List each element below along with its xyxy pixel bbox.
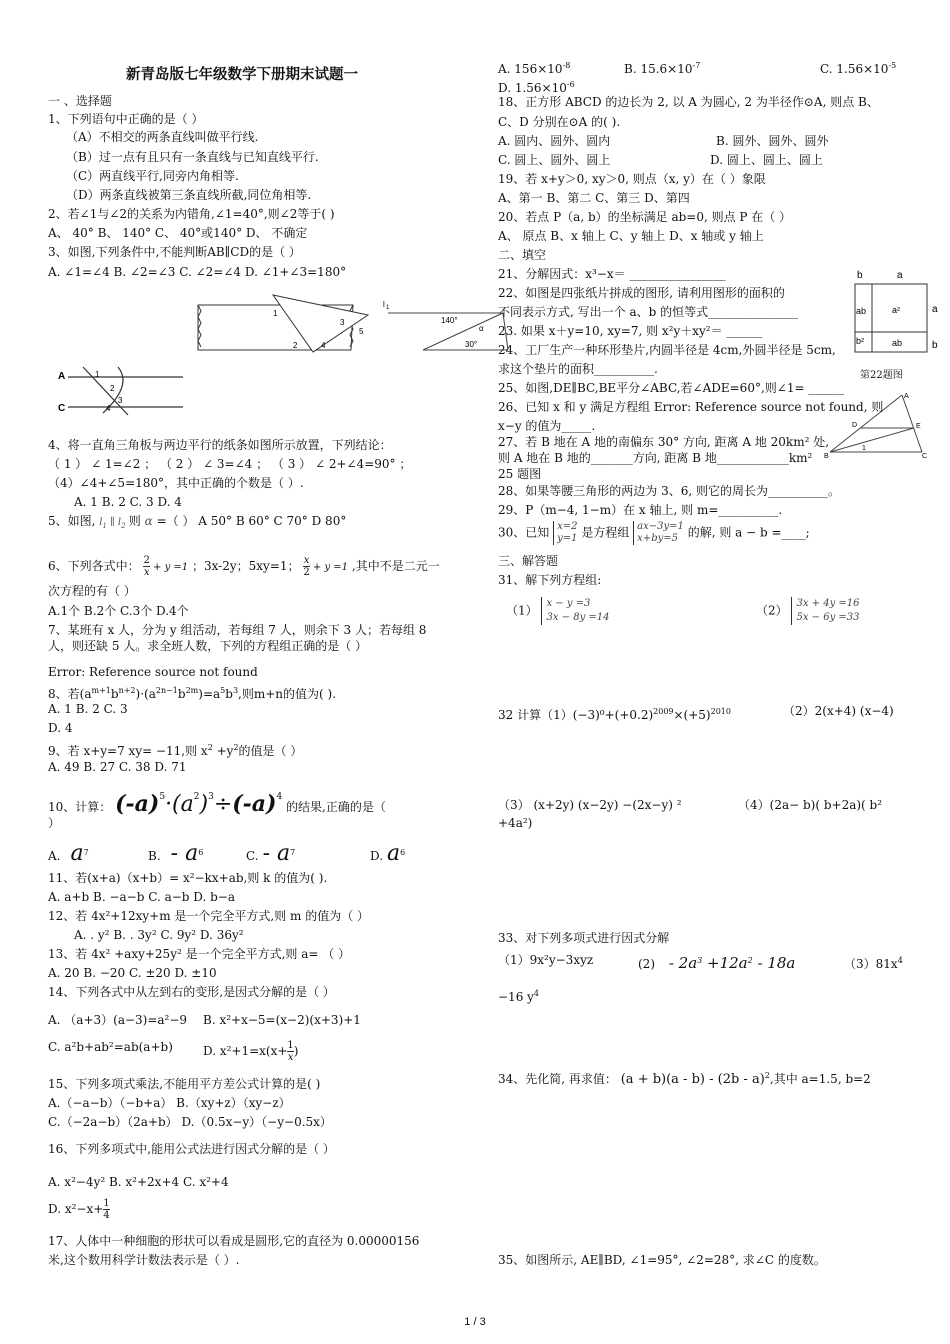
- q30-text: 30、已知: [498, 525, 550, 540]
- section-fill: 二、填空: [498, 248, 547, 262]
- q10-a-label: A.: [48, 849, 61, 863]
- svg-text:140°: 140°: [441, 316, 458, 325]
- q30-text-b: 是方程组: [581, 525, 630, 540]
- q1-d: （D）两条直线被第三条直线所截,同位角相等.: [66, 188, 312, 202]
- q20: 20、若点 P（a, b）的坐标满足 ab=0, 则点 P 在（ ）: [498, 210, 792, 224]
- q34: 34、先化简, 再求值： (a + b)(a - b) - (2b - a)$^2$,其中 a=1.5, b=2: [498, 1071, 871, 1087]
- svg-text:C: C: [58, 403, 66, 414]
- q17-d-exp: -6: [566, 80, 575, 89]
- q33-part2-label: (2): [638, 957, 655, 971]
- q2-options: A、 40° B、 140° C、 40°或140° D、 不确定: [48, 226, 308, 240]
- q18-option-c: C. 圆上、圆外、圆上: [498, 153, 611, 167]
- q32-a: 32 计算（1）(−3)⁰+(+0.2): [498, 708, 654, 722]
- q10: 10、计算： $(-a)^5\cdot(a^2)^3\div(-a)^4$ 的结果,正确的是（: [48, 791, 386, 817]
- q31: 31、解下列方程组:: [498, 573, 602, 587]
- svg-text:b: b: [857, 270, 863, 281]
- q10-close: ）: [48, 816, 61, 830]
- q16-d-text: D. x²−x+: [48, 1202, 104, 1216]
- q5: 5、如图, $l_1$ ∥ $l_2$ 则 α =（ ） A 50° B 60° C 70° D 80°: [48, 514, 347, 530]
- svg-text:2: 2: [293, 341, 298, 350]
- q1-c: （C）两直线平行,同旁内角相等.: [66, 169, 239, 183]
- q21: 21、分解因式：x³−x＝ ________________: [498, 267, 726, 281]
- q7-line2: 人，则还缺 5 人。求全班人数，下列的方程组正确的是（ ）: [48, 639, 368, 653]
- q31-part1: （1） x − y =3 3x − 8y =14: [506, 598, 610, 623]
- q20-options: A、 原点 B、x 轴上 C、y 轴上 D、x 轴或 y 轴上: [498, 229, 764, 243]
- q6-options: A.1个 B.2个 C.3个 D.4个: [48, 604, 189, 618]
- q29: 29、P（m−4, 1−m）在 x 轴上, 则 m=__________.: [498, 503, 783, 517]
- q9-b: +y: [212, 744, 234, 758]
- q14: 14、下列各式中从左到右的变形,是因式分解的是（ ）: [48, 985, 335, 999]
- q32-exp2: 2010: [710, 707, 731, 716]
- q15-options-cd: C.（−2a−b）（2a+b） D.（0.5x−y）（−y−0.5x）: [48, 1115, 332, 1129]
- page-title: 新青岛版七年级数学下册期末试题一: [126, 67, 358, 83]
- q17-option-d: [498, 77, 575, 96]
- q22-square-figure: [852, 266, 942, 358]
- q17-a-text: A. 156×10: [498, 62, 563, 76]
- q16-options: A. x²−4y² B. x²+2x+4 C. x²+4: [48, 1175, 229, 1189]
- q4-line3: （4）∠4+∠5=180°，其中正确的个数是（ ）.: [48, 476, 304, 490]
- q32-exp1: 2009: [653, 707, 674, 716]
- q7: 7、某班有 x 人，分为 y 组活动，若每组 7 人，则余下 3 人；若每组 8: [48, 623, 427, 637]
- q8-option-d: D. 4: [48, 721, 73, 735]
- q33-part2: $(2) - 2a^3 +12a^2 - 18a$: [638, 954, 796, 972]
- q4: 4、将一直角三角板与两边平行的纸条如图所示放置，下列结论：: [48, 438, 392, 452]
- q9-c: 的值是（ ）: [238, 744, 303, 758]
- q8-g: ,则m+n的值为( ).: [238, 687, 337, 701]
- q27: 27、若 B 地在 A 地的南偏东 30° 方向, 距离 A 地 20km² 处,: [498, 435, 830, 449]
- q31-part2: （2） 3x + 4y =16 5x − 6y =33: [756, 598, 860, 623]
- svg-text:a: a: [897, 270, 903, 281]
- svg-text:a: a: [932, 304, 938, 315]
- svg-text:4: 4: [321, 341, 326, 350]
- q8-c: )·(a: [135, 687, 156, 701]
- svg-text:30°: 30°: [465, 340, 478, 349]
- q18-option-d: D. 圆上、圆上、圆上: [710, 153, 823, 167]
- q10-text-b: 的结果,正确的是（: [286, 800, 386, 814]
- q1-a: （A）不相交的两条直线叫做平行线.: [66, 130, 259, 144]
- q17-c-exp: -5: [888, 61, 897, 70]
- q14-option-d: D. x²+1=x(x+ $\frac{1}{x}$ ): [203, 1040, 299, 1063]
- q22-line2: 不同表示方式, 写出一个 a、b 的恒等式_______________: [498, 305, 799, 319]
- q11-options: A. a+b B. −a−b C. a−b D. b−a: [48, 890, 236, 904]
- fig22-caption: 第22题图: [860, 370, 903, 381]
- svg-text:1: 1: [386, 305, 390, 311]
- q6-line2: 次方程的有（ ）: [48, 584, 136, 598]
- q9-a: 9、若 x+y=7 xy= −11,则 x: [48, 744, 208, 758]
- q31-part1-label: （1）: [506, 603, 538, 618]
- q17-option-a: [498, 58, 570, 77]
- q33-part3-cont-text: −16 y: [498, 990, 534, 1004]
- q22: 22、如图是四张纸片拼成的图形, 请利用图形的面积的: [498, 286, 785, 300]
- q26: 26、已知 x 和 y 满足方程组 Error: Reference source not found, 则: [498, 400, 884, 414]
- q9-options: A. 49 B. 27 C. 38 D. 71: [48, 760, 187, 774]
- q33-part3-text: （3）81x: [844, 957, 898, 971]
- svg-text:1: 1: [862, 445, 866, 452]
- q14-option-b: B. x²+x−5=(x−2)(x+3)+1: [203, 1013, 361, 1027]
- svg-text:A: A: [904, 393, 909, 400]
- q15: 15、下列多项式乘法,不能用平方差公式计算的是( ): [48, 1077, 321, 1091]
- q17: 17、人体中一种细胞的形状可以看成是圆形,它的直径为 0.00000156: [48, 1234, 420, 1248]
- q7-error: Error: Reference source not found: [48, 665, 258, 679]
- q14-d-text: D. x²+1=x(x+: [203, 1044, 288, 1058]
- q24-line2: 求这个垫片的面积__________.: [498, 362, 658, 376]
- q25: 25、如图,DE∥BC,BE平分∠ABC,若∠ADE=60°,则∠1= ______: [498, 381, 845, 395]
- q8: 8、若$(a^{m+1}b^{n+2})\cdot(a^{2n-1}b^{2m})=a^5b^3$,则m+n的值为( ).: [48, 686, 337, 701]
- q30-text-c: 的解, 则 a − b =____;: [687, 525, 810, 540]
- svg-text:ab: ab: [892, 338, 903, 348]
- q6-text: 6、下列各式中：: [48, 559, 140, 573]
- q18-line2: C、D 分别在⊙A 的( ).: [498, 115, 621, 129]
- q5-text-b: 则: [128, 514, 141, 528]
- q10-b-label: B.: [148, 849, 161, 863]
- q14-option-a: A. （a+3）(a−3)=a²−9: [48, 1013, 188, 1027]
- q17-c-text: C. 1.56×10: [820, 62, 889, 76]
- q32-part4-cont: +4a²): [498, 816, 533, 830]
- q9: 9、若 x+y=7 xy= −11,则 $x^2 +y^2$的值是（ ）: [48, 743, 303, 758]
- q13: 13、若 4x² +axy+25y² 是一个完全平方式,则 a= （ ）: [48, 947, 351, 961]
- q3: 3、如图,下列条件中,不能判断AB∥CD的是（ ）: [48, 245, 301, 259]
- q6-text-b: ；3x-2y；5xy=1；: [191, 559, 300, 573]
- q8-d: b: [177, 687, 186, 701]
- q4-line2: （ 1 ） ∠ 1=∠2 ； （ 2 ） ∠ 3=∠4 ； （ 3 ） ∠ 2+∠4=90° ；: [48, 457, 412, 471]
- q27-line2: 则 A 地在 B 地的_______方向, 距离 B 地____________km²: [498, 451, 813, 465]
- q8-b: b: [110, 687, 119, 701]
- page-footer: 1 / 3: [464, 1316, 486, 1328]
- q13-options: A. 20 B. −20 C. ±20 D. ±10: [48, 966, 217, 980]
- q17-b-exp: -7: [692, 61, 701, 70]
- q17-d-text: D. 1.56×10: [498, 81, 567, 95]
- q5-angle-figure: [383, 295, 513, 355]
- svg-text:ab: ab: [856, 306, 867, 316]
- q33-part1: （1）9x²y−3xyz: [498, 953, 594, 967]
- q31-part2-label: （2）: [756, 603, 788, 618]
- q19: 19、若 x+y＞0, xy＞0, 则点（x, y）在（ ）象限: [498, 172, 766, 186]
- q10-d-label: D.: [370, 849, 384, 863]
- q11: 11、若(x+a)（x+b）= x²−kx+ab,则 k 的值为( ).: [48, 871, 328, 885]
- q28: 28、如果等腰三角形的两边为 3、6, 则它的周长为__________。: [498, 484, 840, 498]
- q6: 6、下列各式中： $\frac{2}{x}$ + y =1 ；3x-2y；5xy=1； $\frac{x}{2}$ + y =1 ,其中不是二元一: [48, 555, 440, 578]
- q18: 18、正方形 ABCD 的边长为 2, 以 A 为圆心, 2 为半径作⊙A, 则点 B、: [498, 95, 879, 109]
- q18-option-a: A. 圆内、圆外、圆内: [498, 134, 611, 148]
- q8-e: )=a: [198, 687, 221, 701]
- q8-f: b: [225, 687, 233, 701]
- svg-text:3: 3: [340, 318, 345, 327]
- q34-text: 34、先化简, 再求值：: [498, 1072, 617, 1086]
- q18-option-b: B. 圆外、圆外、圆外: [716, 134, 829, 148]
- q8-options: A. 1 B. 2 C. 3: [48, 702, 128, 716]
- svg-text:5: 5: [359, 327, 364, 336]
- svg-text:C: C: [922, 453, 928, 460]
- q17-b-text: B. 15.6×10: [624, 62, 693, 76]
- svg-text:1: 1: [273, 309, 278, 318]
- section-choice: 一 、选择题: [48, 94, 112, 108]
- q16-option-d: D. x²−x+ $\frac{1}{4}$: [48, 1198, 110, 1221]
- q5-text: 5、如图,: [48, 514, 96, 528]
- section-solve: 三、解答题: [498, 554, 559, 568]
- q2: 2、若∠1与∠2的关系为内错角,∠1=40°,则∠2等于( ): [48, 207, 335, 221]
- q10-text: 10、计算：: [48, 800, 112, 814]
- svg-text:3: 3: [118, 396, 123, 405]
- q32-mid: ×(+5): [673, 708, 711, 722]
- q5-options: =（ ） A 50° B 60° C 70° D 80°: [156, 514, 347, 528]
- q10-c-label: C.: [246, 849, 259, 863]
- svg-text:α: α: [479, 324, 484, 333]
- q17-option-b: [624, 58, 700, 77]
- svg-text:A: A: [58, 371, 66, 382]
- q3-parallel-figure: [58, 365, 188, 415]
- q33: 33、对下列多项式进行因式分解: [498, 931, 670, 945]
- svg-text:4: 4: [106, 404, 111, 413]
- q19-options: A、第一 B、第二 C、第三 D、第四: [498, 191, 690, 205]
- exam-page: 新青岛版七年级数学下册期末试题一 一 、选择题 1、下列语句中正确的是（ ） （A）不相交的两条直线叫做平行线. （B）过一点有且只有一条直线与已知直线平行. （C）两直线平行,同旁内角相等. （D）两条直线被第三条直线所截,同位角相等. 2、若∠1与∠2的关系为内错角,∠1=40°,则∠2等于( ) A、 40° B、 140° C、 40°或140° D、 不确定 3、如图,下列条件中,不能判断AB∥CD的是（ ） A. ∠1=∠4 B. ∠2=∠3 C. ∠2=∠4 D. ∠1+∠3=180° 1 3 5 2 4 l 1 140° α 30° A C 1 2 3 4 4、将一直角三角板与两边平行的纸条如图所示放置，下列结论： （ 1 ） ∠ 1=∠2 ； （ 2 ） ∠ 3=∠4 ； （ 3 ） ∠ 2+∠4=90° ； （4）∠4+∠5=180°，其中正确的个数是（ ）. A. 1 B. 2 C. 3 D. 4 5、如图, $l_1$ ∥ $l_2$ 则 α =（ ） A 50° B 60° C 70° D 80° 6、下列各式中： $\frac{2}{x}$ + y =1 ；3x-2y；5xy=1； $\frac{x}{2}$ + y =1 ,其中不是二元一 次方程的有（ ） A.1个 B.2个 C.3个 D.4个 7、某班有 x 人，分为 y 组活动，若每组 7 人，则余下 3 人；若每组 8 人，则还缺 5 人。求全班人数，下列的方程组正确的是（ ） Error: Reference source not found 8、若$(a^{m+1}b^{n+2})\cdot(a^{2n-1}b^{2m})=a^5b^3$,则m+n的值为( ). A. 1 B. 2 C. 3 D. 4 9、若 x+y=7 xy= −11,则 $x^2 +y^2$的值是（ ） A. 49 B. 27 C. 38 D. 71 10、计算： $(-a)^5\cdot(a^2)^3\div(-a)^4$ 的结果,正确的是（ ） A. $a^7$ B. - $a^6$ C. - $a^7$ D. $a^6$ 11、若(x+a)（x+b）= x²−kx+ab,则 k 的值为( ). A. a+b B. −a−b C. a−b D. b−a 12、若 4x²+12xy+m 是一个完全平方式,则 m 的值为（ ） A. . y² B. . 3y² C. 9y² D. 36y² 13、若 4x² +axy+25y² 是一个完全平方式,则 a= （ ） A. 20 B. −20 C. ±20 D. ±10 14、下列各式中从左到右的变形,是因式分解的是（ ） A. （a+3）(a−3)=a²−9 B. x²+x−5=(x−2)(x+3)+1 C. a²b+ab²=ab(a+b) D. x²+1=x(x+ $\frac{1}{x}$ ) 15、下列多项式乘法,不能用平方差公式计算的是( ) A.（−a−b）（−b+a） B.（xy+z）（xy−z） C.（−2a−b）（2a+b） D.（0.5x−y）（−y−0.5x） 16、下列多项式中,能用公式法进行因式分解的是（ ） A. x²−4y² B. x²+2x+4 C. x²+4 D. x²−x+ $\frac{1}{4}$ 17、人体中一种细胞的形状可以看成是圆形,它的直径为 0.00000156 米,这个数用科学计数法表示是（ ）. A. $156\times 10^{-8}$ B. $15.6\times 10^{-7}$ C. $1.56\times 10^{-5}$ D. $1.56\times 10^{-6}$ 18、正方形 ABCD 的边长为 2, 以 A 为圆心, 2 为半径作⊙A, 则点 B、 C、D 分别在⊙A 的( ). A. 圆内、圆外、圆内 B. 圆外、圆外、圆外 C. 圆上、圆外、圆上 D. 圆上、圆上、圆上 19、若 x+y＞0, xy＞0, 则点（x, y）在（ ）象限 A、第一 B、第二 C、第三 D、第四 20、若点 P（a, b）的坐标满足 ab=0, 则点 P 在（ ） A、 原点 B、x 轴上 C、y 轴上 D、x 轴或 y 轴上 二、填空 21、分解因式：x³−x＝ ________________ 22、如图是四张纸片拼成的图形, 请利用图形的面积的 不同表示方式, 写出一个 a、b 的恒等式_______________ 23. 如果 x＋y=10, xy=7, 则 x²y＋xy²＝ ______ 24、工厂生产一种环形垫片,内圆半径是 4cm,外圆半径是 5cm, 求这个垫片的面积__________. b a ab a² b² ab a b 第22题图 A D E B C 1 25、如图,DE∥BC,BE平分∠ABC,若∠ADE=60°,则∠1= ______ 26、已知 x 和 y 满足方程组 Error: Reference source not found, 则 x−y 的值为_____. 27、若 B 地在 A 地的南偏东 30° 方向, 距离 A 地 20km² 处, 则 A 地在 B 地的_______方向, 距离 B 地____________km² 25 题图 28、如果等腰三角形的两边为 3、6, 则它的周长为__________。 29、P（m−4, 1−m）在 x 轴上, 则 m=__________. 30、已知 x=2 y=1 是方程组 ax−3y=1 x+by=5 的解, 则 a − b =____; 三、解答题 31、解下列方程组: （1） x − y =3 3x − 8y =14 （2） 3x + 4y =16 5x − 6y =33 32 计算$(1)(-3)^0+(+0.2)^{2009}\times(+5)^{2010}$ （2）2(x+4) (x−4) （3） (x+2y) (x−2y) −(2x−y) ² （4）(2a− b)( b+2a)( b² +4a²) 33、对下列多项式进行因式分解 （1）9x²y−3xyz $(2) - 2a^3 +12a^2 - 18a$ $(3)81x^4$ −16 $y^4$ 34、先化简, 再求值： (a + b)(a - b) - (2b - a)$^2$,其中 a=1.5, b=2 35、如图所示, AE∥BD, ∠1=95°, ∠2=28°, 求∠C 的度数。 1 / 3: [0, 0, 950, 1344]
- q30: 30、已知 x=2 y=1 是方程组 ax−3y=1 x+by=5 的解, 则 a − b =____;: [498, 521, 810, 544]
- q26-line2: x−y 的值为_____.: [498, 419, 596, 433]
- q6-text-c: ,其中不是二元一: [351, 559, 440, 573]
- q33-part3: $(3)81x^4$: [844, 956, 903, 971]
- q17-line2: 米,这个数用科学计数法表示是（ ）.: [48, 1253, 240, 1267]
- svg-text:a²: a²: [892, 305, 901, 315]
- svg-text:1: 1: [95, 370, 100, 379]
- q16: 16、下列多项式中,能用公式法进行因式分解的是（ ）: [48, 1142, 335, 1156]
- q4-strip-figure: [193, 290, 364, 355]
- q24: 24、工厂生产一种环形垫片,内圆半径是 4cm,外圆半径是 5cm,: [498, 343, 836, 357]
- svg-text:b²: b²: [856, 336, 865, 346]
- q12: 12、若 4x²+12xy+m 是一个完全平方式,则 m 的值为（ ）: [48, 909, 370, 923]
- q8-a: 8、若(a: [48, 687, 92, 701]
- q17-a-exp: -8: [562, 61, 571, 70]
- q14-d-end: ): [293, 1044, 299, 1058]
- q1: 1、下列语句中正确的是（ ）: [48, 112, 204, 126]
- svg-text:E: E: [916, 423, 921, 430]
- q34-text-b: ,其中 a=1.5, b=2: [769, 1072, 871, 1086]
- q32-part3: （3） (x+2y) (x−2y) −(2x−y) ²: [498, 798, 682, 812]
- q33-part3-cont: −16 $y^4$: [498, 989, 540, 1004]
- svg-text:D: D: [852, 422, 858, 429]
- q3-options: A. ∠1=∠4 B. ∠2=∠3 C. ∠2=∠4 D. ∠1+∠3=180°: [48, 265, 347, 279]
- q32-part1: [498, 704, 731, 723]
- q35: 35、如图所示, AE∥BD, ∠1=95°, ∠2=28°, 求∠C 的度数。: [498, 1253, 826, 1267]
- q14-option-c: C. a²b+ab²=ab(a+b): [48, 1040, 173, 1054]
- q27-caption: 25 题图: [498, 467, 542, 481]
- q32-part2: （2）2(x+4) (x−4): [783, 704, 894, 718]
- q4-options: A. 1 B. 2 C. 3 D. 4: [74, 495, 182, 509]
- q23: 23. 如果 x＋y=10, xy=7, 则 x²y＋xy²＝ ______: [498, 324, 763, 338]
- svg-text:l: l: [383, 300, 385, 309]
- svg-text:B: B: [824, 453, 829, 460]
- q12-options: A. . y² B. . 3y² C. 9y² D. 36y²: [74, 928, 244, 942]
- q15-options-ab: A.（−a−b）（−b+a） B.（xy+z）（xy−z）: [48, 1096, 291, 1110]
- q32-part4: （4）(2a− b)( b+2a)( b²: [738, 798, 883, 812]
- q1-b: （B）过一点有且只有一条直线与已知直线平行.: [66, 150, 319, 164]
- q17-option-c: [820, 58, 896, 77]
- svg-text:b: b: [932, 340, 938, 351]
- svg-text:2: 2: [110, 384, 115, 393]
